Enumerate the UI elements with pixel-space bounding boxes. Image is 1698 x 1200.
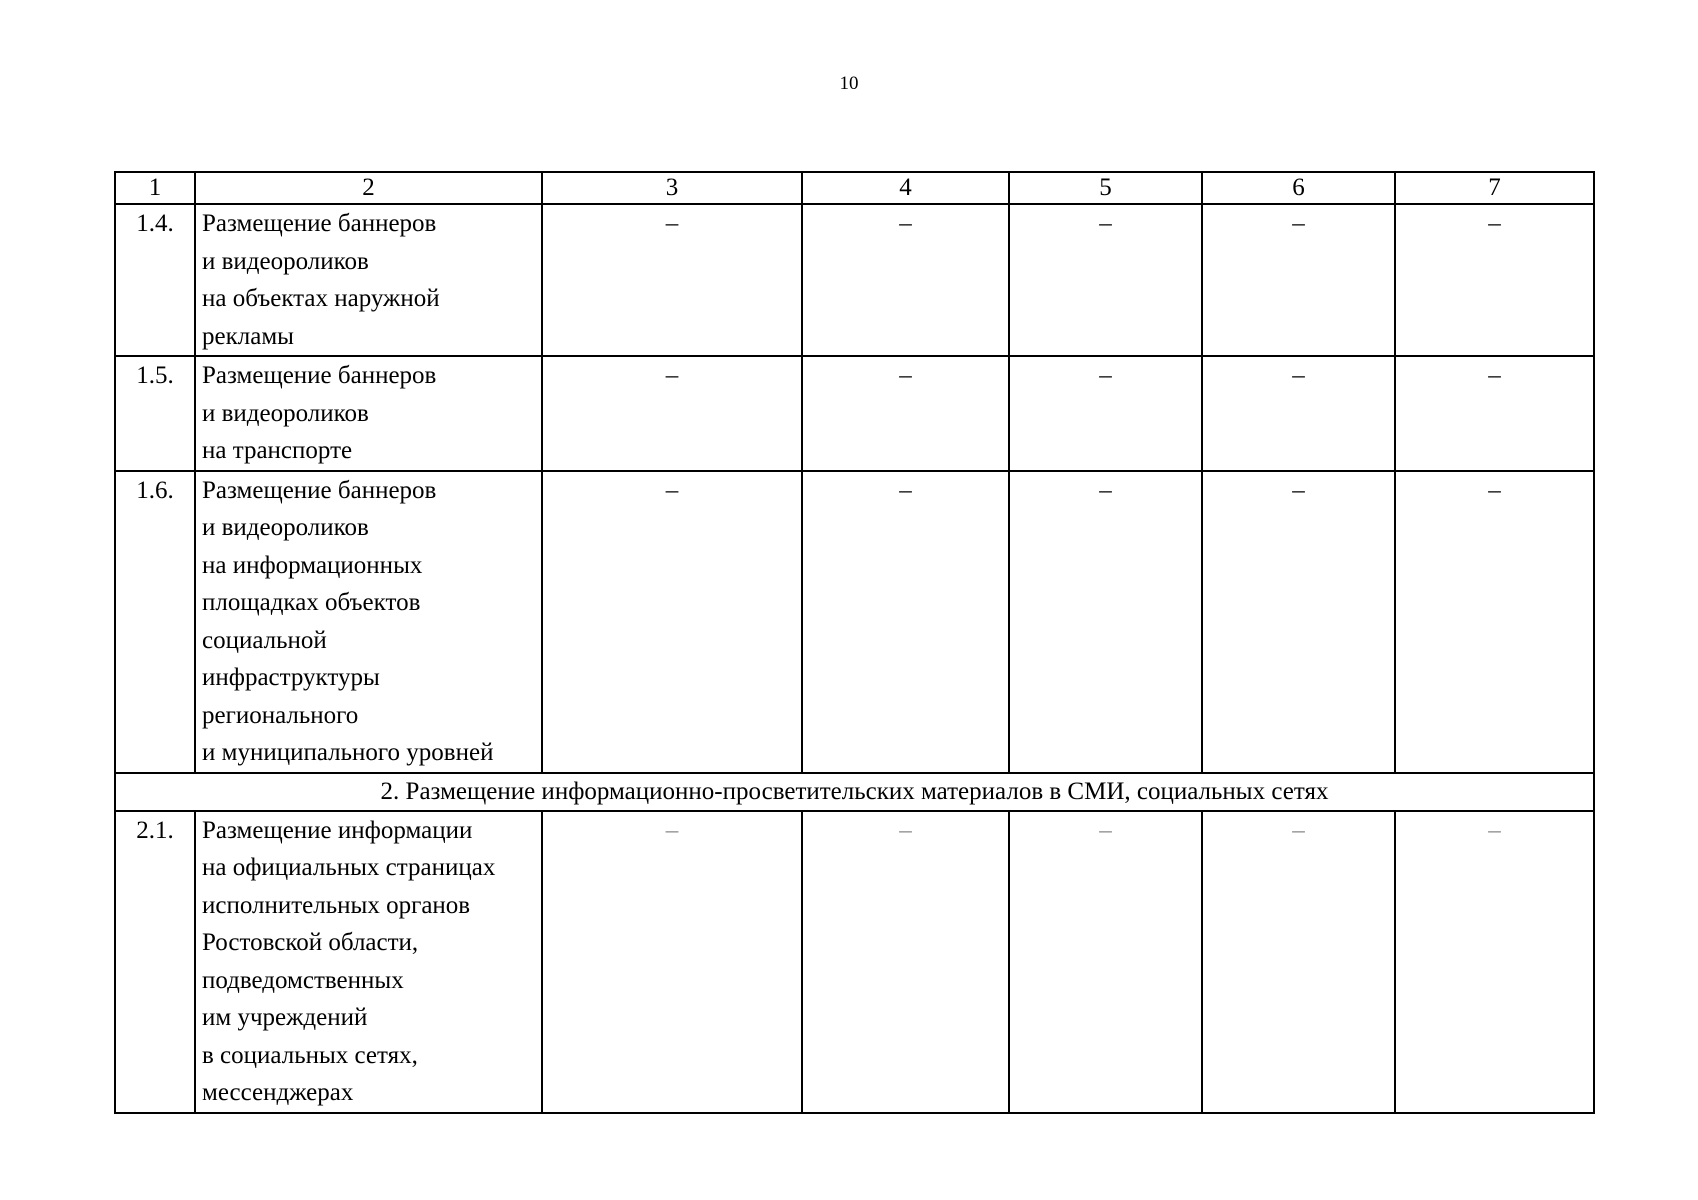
value-cell: – bbox=[542, 204, 802, 356]
row-number: 2.1. bbox=[115, 811, 195, 1113]
description-line: Ростовской области, bbox=[202, 929, 419, 956]
value-cell: – bbox=[1009, 811, 1202, 1113]
value-cell: – bbox=[542, 471, 802, 773]
description-line: и видеороликов bbox=[202, 399, 369, 427]
header-cell: 1 bbox=[115, 172, 195, 204]
description-line: на объектах наружной bbox=[202, 285, 440, 312]
header-cell: 3 bbox=[542, 172, 802, 204]
header-row bbox=[115, 172, 1594, 204]
value-cell: – bbox=[1202, 471, 1395, 773]
description-line: рекламы bbox=[202, 322, 294, 350]
table-row bbox=[115, 356, 1594, 471]
description-line: Размещение баннеров bbox=[202, 362, 437, 389]
description-line: Размещение информации bbox=[202, 816, 473, 844]
description-line: подведомственных bbox=[202, 966, 404, 994]
description-line: на информационных bbox=[202, 551, 423, 579]
description-line: на официальных страницах bbox=[202, 854, 496, 881]
description-line: площадках объектов bbox=[202, 589, 421, 616]
description-line: на транспорте bbox=[202, 437, 353, 464]
value-cell: – bbox=[542, 356, 802, 471]
description-line: мессенджерах bbox=[202, 1079, 354, 1106]
header-cell: 7 bbox=[1395, 172, 1594, 204]
page-number: 10 bbox=[839, 73, 859, 94]
row-description bbox=[195, 356, 542, 471]
row-description bbox=[195, 471, 542, 773]
row-description bbox=[195, 811, 542, 1113]
description-line: в социальных сетях, bbox=[202, 1041, 418, 1069]
description-line: инфраструктуры bbox=[202, 664, 380, 691]
row-description bbox=[195, 204, 542, 356]
value-cell: – bbox=[542, 811, 802, 1113]
value-cell: – bbox=[1009, 204, 1202, 356]
value-cell: – bbox=[1395, 811, 1594, 1113]
value-cell: – bbox=[1009, 356, 1202, 471]
description-line: регионального bbox=[202, 701, 359, 729]
description-line: исполнительных органов bbox=[202, 891, 471, 919]
description-line: и муниципального уровней bbox=[202, 739, 494, 766]
row-number: 1.4. bbox=[115, 204, 195, 356]
row-number: 1.5. bbox=[115, 356, 195, 471]
section-title-row bbox=[115, 773, 1594, 811]
section-title: 2. Размещение информационно-просветительских материалов в СМИ, социальных сетях bbox=[115, 773, 1594, 811]
table-row bbox=[115, 204, 1594, 356]
table-row bbox=[115, 471, 1594, 773]
activities-table bbox=[114, 171, 1595, 1114]
value-cell: – bbox=[1202, 204, 1395, 356]
header-cell: 6 bbox=[1202, 172, 1395, 204]
value-cell: – bbox=[802, 471, 1009, 773]
description-line: Размещение баннеров bbox=[202, 210, 437, 237]
description-line: Размещение баннеров bbox=[202, 476, 437, 504]
value-cell: – bbox=[1395, 471, 1594, 773]
description-line: им учреждений bbox=[202, 1004, 368, 1031]
value-cell: – bbox=[802, 811, 1009, 1113]
header-cell: 2 bbox=[195, 172, 542, 204]
header-cell: 5 bbox=[1009, 172, 1202, 204]
value-cell: – bbox=[1009, 471, 1202, 773]
value-cell: – bbox=[802, 356, 1009, 471]
description-line: и видеороликов bbox=[202, 247, 369, 275]
value-cell: – bbox=[1202, 356, 1395, 471]
value-cell: – bbox=[1395, 356, 1594, 471]
description-line: социальной bbox=[202, 626, 327, 654]
value-cell: – bbox=[1395, 204, 1594, 356]
description-line: и видеороликов bbox=[202, 514, 369, 541]
value-cell: – bbox=[1202, 811, 1395, 1113]
row-number: 1.6. bbox=[115, 471, 195, 773]
header-cell: 4 bbox=[802, 172, 1009, 204]
value-cell: – bbox=[802, 204, 1009, 356]
table-row bbox=[115, 811, 1594, 1113]
